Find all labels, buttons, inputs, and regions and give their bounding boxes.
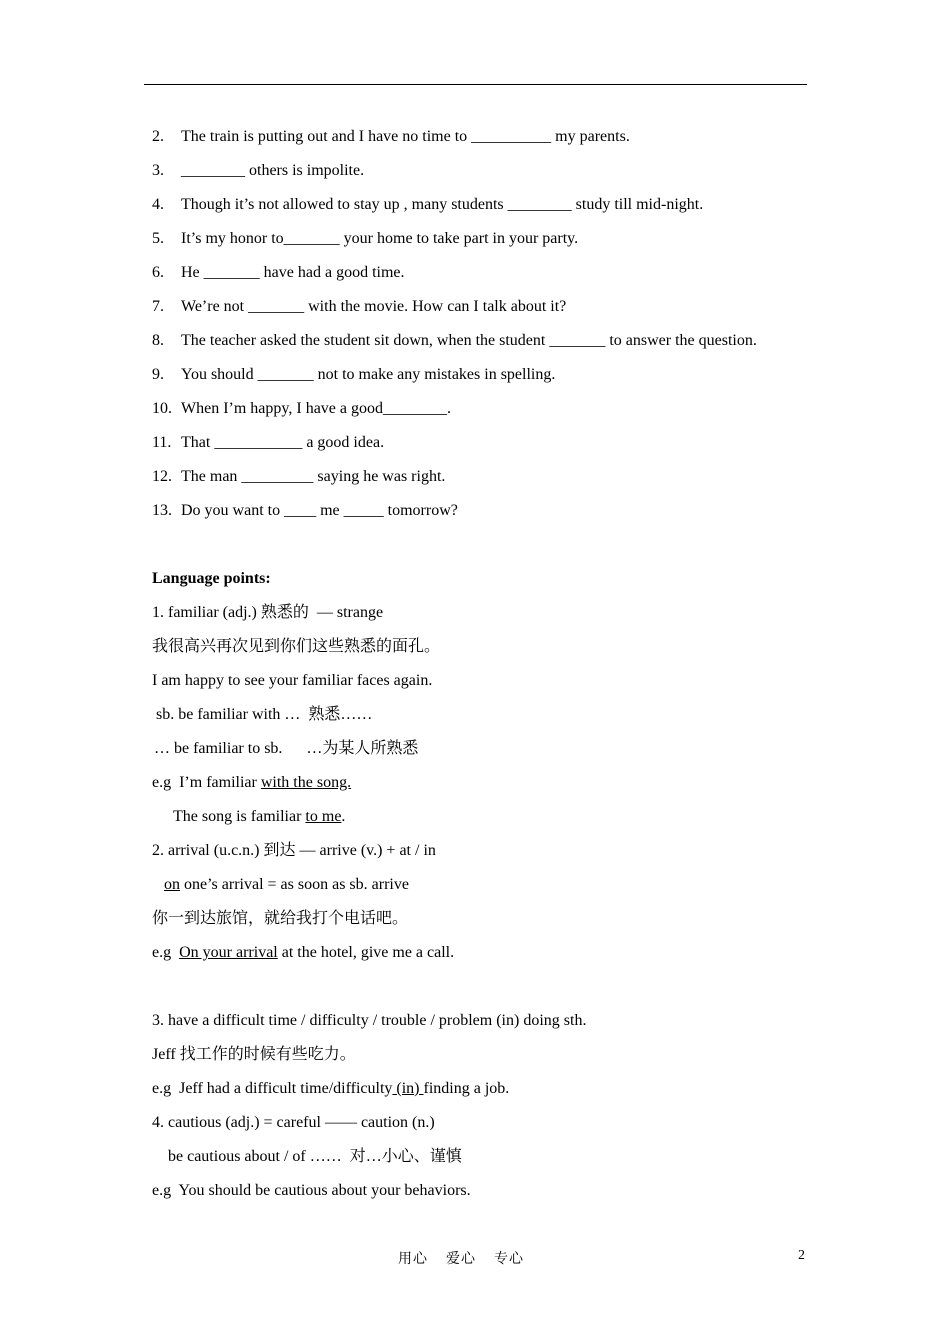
exercise-number: 2. [152, 128, 164, 145]
example-text: e.g Jeff had a difficult time/difficulty [152, 1080, 393, 1097]
exercise-number: 13. [152, 502, 172, 519]
exercise-text: Do you want to ____ me _____ tomorrow? [181, 502, 458, 519]
underlined-phrase: on [164, 876, 180, 893]
exercise-text: That ___________ a good idea. [181, 434, 385, 451]
point-2-example [152, 940, 812, 974]
exercise-item [152, 158, 812, 192]
usage-text: one’s arrival = as soon as sb. arrive [180, 876, 409, 893]
exercise-item [152, 226, 812, 260]
exercise-number: 5. [152, 230, 164, 247]
exercise-number: 4. [152, 196, 164, 213]
exercise-number: 7. [152, 298, 164, 315]
point-4-example: e.g You should be cautious about your behaviors. [152, 1182, 471, 1199]
spacer [152, 974, 812, 1008]
example-text: e.g I’m familiar [152, 774, 261, 791]
exercise-text: The train is putting out and I have no time to __________ my parents. [181, 128, 630, 145]
section-heading: Language points: [152, 570, 271, 587]
exercise-item [152, 396, 812, 430]
exercise-number: 8. [152, 332, 164, 349]
page-number: 2 [798, 1248, 805, 1263]
exercise-item [152, 464, 812, 498]
exercise-text: He _______ have had a good time. [181, 264, 405, 281]
exercise-text: The man _________ saying he was right. [181, 468, 446, 485]
exercise-item [152, 260, 812, 294]
point-1-title: 1. familiar (adj.) 熟悉的 — strange [152, 604, 384, 621]
exercise-item [152, 362, 812, 396]
exercise-text: When I’m happy, I have a good________. [181, 400, 451, 417]
exercise-item [152, 192, 812, 226]
point-1-example-2 [152, 804, 812, 838]
point-3-example [152, 1076, 812, 1110]
example-text: finding a job. [423, 1080, 510, 1097]
exercise-number: 12. [152, 468, 172, 485]
point-1-example-1 [152, 770, 812, 804]
underlined-phrase: On your arrival [179, 944, 278, 961]
exercise-item [152, 430, 812, 464]
exercise-text: It’s my honor to_______ your home to take part in your party. [181, 230, 579, 247]
exercise-text: ________ others is impolite. [181, 162, 365, 179]
point-1-usage-to: … be familiar to sb. …为某人所熟悉 [154, 740, 419, 757]
point-2-usage [152, 872, 812, 906]
example-text: The song is familiar [173, 808, 306, 825]
underlined-phrase: (in) [392, 1080, 424, 1097]
example-text: e.g [152, 944, 180, 961]
underlined-phrase: with the song. [260, 774, 352, 791]
spacer [152, 532, 812, 566]
exercise-number: 9. [152, 366, 164, 383]
exercise-number: 10. [152, 400, 172, 417]
exercise-text: The teacher asked the student sit down, when the student _______ to answer the question. [181, 332, 757, 349]
example-text: at the hotel, give me a call. [277, 944, 455, 961]
exercise-list [152, 124, 812, 532]
exercise-number: 6. [152, 264, 164, 281]
point-3-title: 3. have a difficult time / difficulty / trouble / problem (in) doing sth. [152, 1012, 587, 1029]
exercise-item [152, 328, 812, 362]
footer-motto: 用心 爱心 专心 [398, 1252, 524, 1267]
exercise-text: Though it’s not allowed to stay up , many students ________ study till mid-night. [181, 196, 704, 213]
exercise-item [152, 498, 812, 532]
exercise-number: 11. [152, 434, 172, 451]
exercise-number: 3. [152, 162, 164, 179]
header-rule [144, 84, 807, 85]
exercise-item [152, 124, 812, 158]
point-1-usage-with: sb. be familiar with … 熟悉…… [156, 706, 373, 723]
underlined-phrase: to me [305, 808, 342, 825]
point-3-chinese-example: Jeff 找工作的时候有些吃力。 [152, 1046, 356, 1063]
point-2-chinese-example: 你一到达旅馆，就给我打个电话吧。 [152, 910, 409, 927]
point-1-chinese-example: 我很高兴再次见到你们这些熟悉的面孔。 [152, 638, 441, 655]
exercise-text: We’re not _______ with the movie. How can I talk about it? [181, 298, 567, 315]
point-4-title: 4. cautious (adj.) = careful —— caution (n.) [152, 1114, 435, 1131]
exercise-text: You should _______ not to make any mistakes in spelling. [181, 366, 556, 383]
point-4-usage: be cautious about / of …… 对…小心、谨慎 [168, 1148, 462, 1165]
exercise-item [152, 294, 812, 328]
point-2-title: 2. arrival (u.c.n.) 到达 — arrive (v.) + at / in [152, 842, 436, 859]
point-1-english-example: I am happy to see your familiar faces again. [152, 672, 433, 689]
page-content [152, 124, 812, 1212]
example-text: . [341, 808, 346, 825]
